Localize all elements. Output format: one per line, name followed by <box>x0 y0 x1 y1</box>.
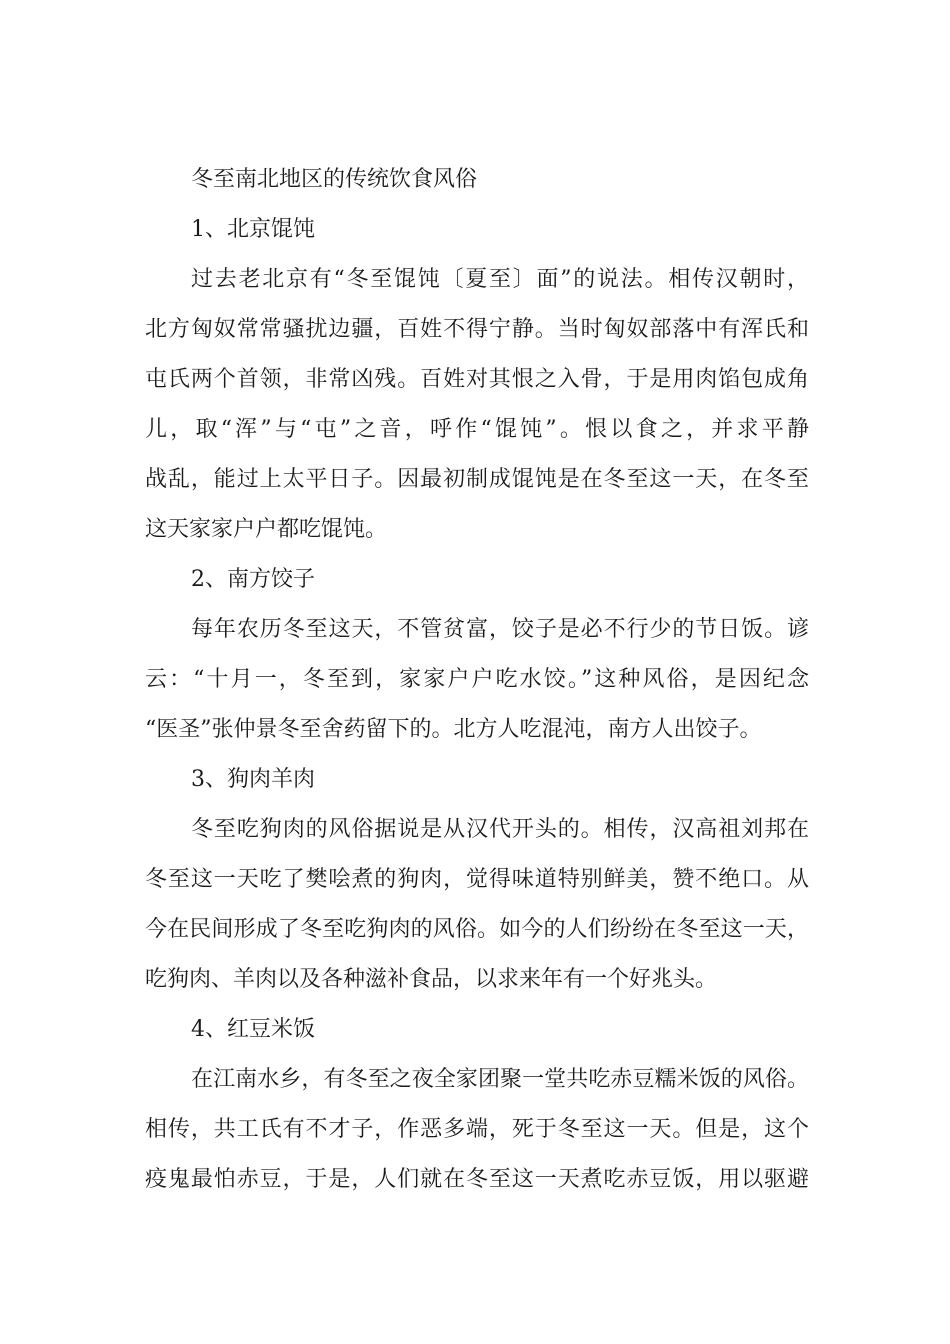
section-heading-beijing-wonton: 1、北京馄饨 <box>191 217 315 242</box>
section-heading-dog-and-mutton: 3、狗肉羊肉 <box>191 767 315 792</box>
paragraph-line: 每年农历冬至这天，不管贫富，饺子是必不行少的节日饭。谚 <box>191 617 809 642</box>
paragraph-line: 吃狗肉、羊肉以及各种滋补食品，以求来年有一个好兆头。 <box>145 967 718 992</box>
paragraph-line: 儿，取“浑”与“屯”之音，呼作“馄饨”。恨以食之，并求平静 <box>145 417 809 442</box>
paragraph-line: 冬至吃狗肉的风俗据说是从汉代开头的。相传，汉高祖刘邦在 <box>191 817 809 842</box>
section-heading-red-bean-rice: 4、红豆米饭 <box>191 1017 315 1042</box>
paragraph-line: 冬至这一天吃了樊哙煮的狗肉，觉得味道特别鲜美，赞不绝口。从 <box>145 867 809 892</box>
paragraph-line: 今在民间形成了冬至吃狗肉的风俗。如今的人们纷纷在冬至这一天， <box>145 917 809 942</box>
page-title: 冬至南北地区的传统饮食风俗 <box>191 167 478 192</box>
paragraph-line: “医圣”张仲景冬至舍药留下的。北方人吃混沌，南方人出饺子。 <box>145 717 762 742</box>
section-heading-southern-dumplings: 2、南方饺子 <box>191 567 315 592</box>
paragraph-line: 这天家家户户都吃馄饨。 <box>145 517 388 542</box>
paragraph-line: 屯氏两个首领，非常凶残。百姓对其恨之入骨，于是用肉馅包成角 <box>145 367 809 392</box>
paragraph-line: 相传，共工氏有不才子，作恶多端，死于冬至这一天。但是，这个 <box>145 1117 809 1142</box>
paragraph-line: 过去老北京有“冬至馄饨〔夏至〕面”的说法。相传汉朝时， <box>191 267 809 292</box>
document-body <box>145 155 809 1205</box>
paragraph-line: 在江南水乡，有冬至之夜全家团聚一堂共吃赤豆糯米饭的风俗。 <box>191 1067 809 1092</box>
paragraph-line: 云：“十月一，冬至到，家家户户吃水饺。”这种风俗，是因纪念 <box>145 667 809 692</box>
paragraph-line: 战乱，能过上太平日子。因最初制成馄饨是在冬至这一天，在冬至 <box>145 467 809 492</box>
paragraph-line: 疫鬼最怕赤豆，于是，人们就在冬至这一天煮吃赤豆饭，用以驱避 <box>145 1167 809 1192</box>
paragraph-line: 北方匈奴常常骚扰边疆，百姓不得宁静。当时匈奴部落中有浑氏和 <box>145 317 809 342</box>
